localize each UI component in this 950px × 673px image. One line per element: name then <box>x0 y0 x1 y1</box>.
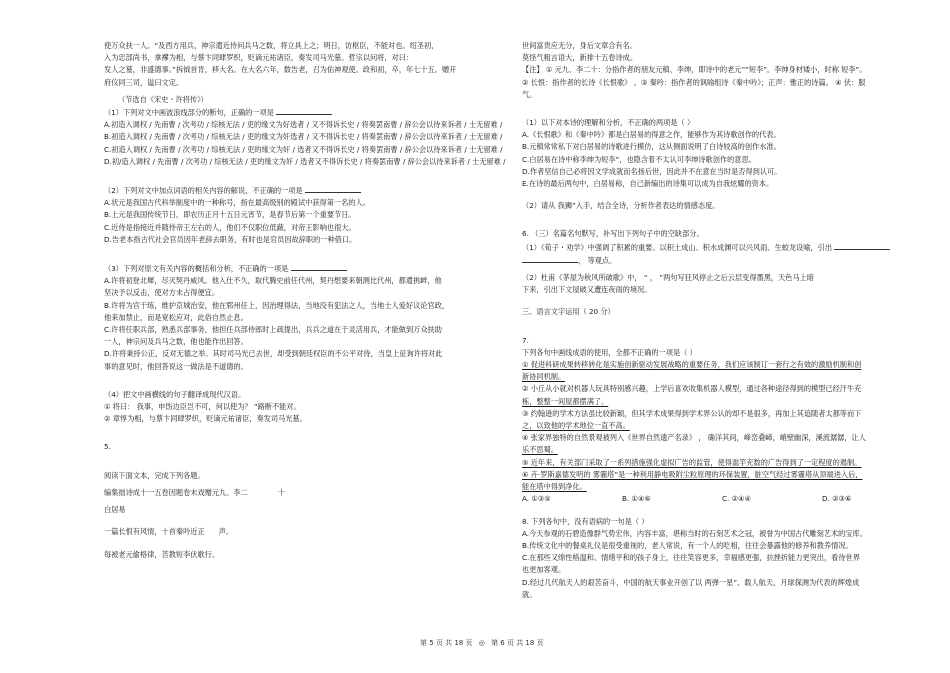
idiom-item: ⑥ 卉·罗斯嘉德发明的 雾霾塔”是一种利用静电吸附尘粒原理的环保装置，脏空气经过雾霾塔从顶端进入后， <box>522 469 863 479</box>
section-number: 5. <box>104 442 111 452</box>
option-row <box>522 493 920 505</box>
option: B.传统文化中的餐桌礼仪是很受重视的，老人常说，有一个人的吃相，往往会暴露他的修养和教养情况。 <box>522 540 853 550</box>
option: A.今天参观的石碧造像群气势宏伟，内容丰富，堪称当时的石刻艺术之冠，被誉为中国古代雕刻艺术的宝库。 <box>522 528 867 538</box>
fill-item: 下来，引出下文屋破又遭连夜雨的境况。 <box>522 285 652 295</box>
idiom-item: ⑤ 近年来，有关部门采取了一系列措施强化虚拟广告的监管，使得滥竽充数的广告得到了一定程度的遏制。 <box>522 457 862 467</box>
option: A.状元是我国古代科举制度中的一种称号，指在最高级别的殿试中获得第一名的人。 <box>104 198 370 208</box>
poem-line: 每被老元偷格律，苦教短李伏歌行。 <box>104 549 220 559</box>
idiom-item: ② 小丘从小就对机器人玩具特别感兴趣，上学后喜欢收集机器人模型，通过各种途径得到的模型已经汗牛充 <box>522 384 862 394</box>
option: E.在诗的最后两句中，白居易称，自己新编出的诗集可以成为自我炫耀的资本。 <box>522 179 774 189</box>
footer-separator: ◎ <box>478 639 485 647</box>
idiom-item: 乐不思蜀。 <box>522 445 558 455</box>
question-stem: （4）把文中画横线的句子翻译成现代汉语。 <box>104 389 246 399</box>
section-number: 7. <box>522 335 529 345</box>
option: D.经过几代航天人的艰苦奋斗，中国的航天事业开创了以 两弹一星”、载人航天、月球探测为代表的辉煌成 <box>522 577 860 587</box>
option: D.许将秉持公正，反对无德之举。其时司马光已去世，却受到朝廷权臣的不公平对待，当皇上征询许将对此 <box>104 349 443 359</box>
poem-title <box>104 487 508 499</box>
fill-item <box>522 241 920 254</box>
idiom-item: ④ 张家界独特的自然景观被列入《世界自然遗产名录》 ， 确洋其间，峰峦叠嶂，峭壁幽深，溪流潺潺，让人 <box>522 433 866 443</box>
poem-line <box>104 526 508 538</box>
option: 事的意见时，他回答说这一做法是不道德的。 <box>104 361 248 371</box>
option: 也更加客观。 <box>522 565 566 575</box>
option: C.白居易在诗中称李绅为短李”，也隐含着不太认可李绅诗歌创作的意思。 <box>522 154 756 164</box>
passage-line: 发人之墓，非盛德事。”拆钺首肯，移大名。在大名六年，数告老，召为佑神观使。政和初，卒，年七十五。赠开 <box>104 65 457 75</box>
answer-blank[interactable] <box>834 241 890 250</box>
question-stem: 8. 下列各句中，没有语病的一句是（ ） <box>522 516 649 526</box>
idiom-item: 新协同机制。 <box>522 372 566 382</box>
passage-line: 使万众扶一人。“及西方用兵，神宗遣近侍问兵马之数，将立具上之；明日，访枢臣，不能对也。绍圣初， <box>104 41 439 50</box>
poem-line-tail: 声。 <box>218 527 234 537</box>
idiom-item: 之，以致他的学术地位一直不高。 <box>522 421 630 431</box>
poem-title-text: 编集拙诗成十一五卷因题卷末戏赠元九、李二 <box>104 487 248 497</box>
option: A.初造入调权 / 先南曹 / 次考功 / 综核无法 / 吏的缘文为好选者 / 又不得诉长史 / 将奏罢南曹 / 辞公会以待来诉者 / 士无留难 / <box>104 120 503 130</box>
answer-blank[interactable] <box>276 106 332 115</box>
right-column <box>522 40 920 601</box>
option: D.告老本指古代社会官员因年老辞去职务，有时也是官员因故辞职的一种借口。 <box>104 234 357 244</box>
poem-note: ② 长恨：指作者的长诗《长恨歌》 。③ 秦吟：指作者的讽喻组诗《秦中吟》；正声：雅正的诗篇。 ④ 伏：服 <box>522 77 866 87</box>
section-intro: 阅读下面文本，完成下列各题。 <box>104 470 205 480</box>
option: 坚决予以反击，使对方未占得便宜。 <box>104 288 220 298</box>
poem-title-tail: 十 <box>277 487 285 497</box>
option: D.作者坚信自己必将因文学成就而名扬后世，因此并不在意在当时是否得到认可。 <box>522 166 782 176</box>
answer-blank[interactable] <box>291 262 347 271</box>
fill-item-text: （1）《荀子・劝学》中强调了积累的重要。以积土成山、积水成渊可以兴风雨、生蛟龙设喻，引出 <box>522 242 833 252</box>
passage-line: 入为忠部尚书，拿襻为相，与蔡卞同肆罗织，贬谪元祐诸臣，奏发司马光墓。哲宗以问将，对曰： <box>104 53 414 63</box>
option: A.许将初登北墀，尽灭契丹威风。他入仕不久，取代腾史前任代州，契丹想要来朝测比代州，都遣挑衅，他 <box>104 276 442 286</box>
option[interactable]: B. ①④⑥ <box>622 494 651 504</box>
answer-blank[interactable] <box>522 254 578 263</box>
passage-source: （节选自《宋史・许将传》） <box>118 94 208 104</box>
question-stem-text: （1）下列对文中画波浪线部分的断句，正确的一项是 <box>104 108 274 118</box>
idiom-item: ③ 约翰逊的学术方法虽比较新颖，但其学术成果得到学术界公认的却不是很多，再加上其追随者太都等而下 <box>522 408 862 418</box>
option[interactable]: C. ②④④ <box>722 494 751 504</box>
page-number-right: 第 6 页 共 18 页 <box>491 639 544 647</box>
poem-line: 世间富贵应无分，身后文章合有名。 <box>522 41 638 50</box>
option[interactable]: D. ②③⑥ <box>822 494 852 504</box>
page-footer <box>418 638 546 648</box>
option: C.近侍是指接近并随侍帝王左右的人，他们不仅职位低蔽，对帝王影响也很大。 <box>104 222 356 232</box>
question-stem-text: （3）下列对原文有关内容的概括和分析，不正确的一项是 <box>104 264 289 274</box>
question-stem: 下列各句中画线成语的使用，全都不正确的一项是（ ） <box>522 347 697 357</box>
fill-item <box>522 254 920 267</box>
idiom-item: ① 促进科研成果转移转化是实施创新驱动发展战略的重要任务，我们应该制订一套行之有效的激励机制和创 <box>522 360 862 370</box>
poem-author: 白居易 <box>104 505 126 515</box>
section-heading: 三、语言文字运用（ 20 分） <box>522 307 615 317</box>
option: A.《长恨歌》和《秦中吟》都是白居易的得意之作，能够作为其诗歌创作的代表。 <box>522 130 781 140</box>
option: B.元稹常常私下对白居易的诗歌进行模仿，这从侧面说明了白诗较高的创作水准。 <box>522 142 781 152</box>
question-stem <box>104 262 508 275</box>
option: C.在那些又绵性格温和、情绪平和的孩子身上，往往笑容更多，幸福感更强，抗挫折能力更突出，看待世界 <box>522 553 860 563</box>
option: C.初造入调权 / 先南曹 / 次考功 / 综核无法 / 吏的缘文为奸 / 选者又不得诉长史 / 将奏罢南曹 / 辞公会以待来诉者 / 士无留难 / <box>104 144 503 154</box>
poem-line-text: 一篇长恨有风情，十首秦吟近正 <box>104 527 205 537</box>
section-heading: 6. （三）名篇名句默写，补写出下列句子中的空缺部分。 <box>522 229 704 239</box>
option: 就。 <box>522 589 537 599</box>
option[interactable]: A. ①③⑤ <box>522 494 551 504</box>
translate-line: ① 将曰： 我事，申饬边臣岂不可，何以使为？ ”路断不能对。 <box>104 402 301 412</box>
poem-note: 【注】 ① 元九、李二十：分指作者的朋友元稹、李绅，即诗中的老元”“短李”。李绅身材矮小，时称 短李”。 <box>522 65 867 75</box>
translate-line: ② 章惇为相，与蔡卞同肆罗织，贬谪元祐诸臣，奏发司马光墓。 <box>104 414 307 424</box>
passage-line: 府仪同三司，谥曰文定。 <box>104 77 184 87</box>
poem-note: 气。 <box>522 89 537 99</box>
question-stem <box>104 184 508 197</box>
question-stem <box>104 106 508 119</box>
answer-blank[interactable] <box>305 184 361 193</box>
option: B.初造入调权 / 先南曹 / 次考功 / 综核无法 / 吏的缘文为奸选者 / 又不得诉长史 / 将奏罢南曹 / 辞公会以待来诉者 / 士无留难 / <box>104 132 503 142</box>
question-stem-text: （2）下列对文中加点词语的相关内容的解说，不正确的一项是 <box>104 186 303 196</box>
option: 一人，神宗问及兵马之数，他也能作出回答。 <box>104 337 248 347</box>
idiom-item: 能在塔中得到净化。 <box>522 482 587 492</box>
question-stem: （1）以下对本诗的理解和分析，不正确的两项是（ ） <box>522 118 695 128</box>
option: C.许将任职兵部，熟悉兵部事务，他担任兵部侍郎时上疏提出，兵兵之道在于灵活用兵，才能做到万众扶助 <box>104 325 442 335</box>
left-column <box>104 40 508 561</box>
option: D.初/造入调权 / 先南曹 / 次考功 / 综核无法 / 吏的缘文为奸 / 选者又不得诉长史 / 将奏罢南曹 / 辞公会以待来诉者 / 士无留难 / <box>104 156 506 166</box>
question-stem: （2）请从 我狮”入手，结合全诗，分析作者表达的情感态度。 <box>522 201 720 211</box>
option: B.上元是我国传统节日，即农历正月十五日元宵节，是春节后第一个重要节日。 <box>104 210 356 220</box>
poem-line: 莫怪气粗言语大，新排十五卷诗成。 <box>522 53 638 63</box>
option: 他来加禁止，而是宽松应对，此俗自然止息。 <box>104 312 248 322</box>
option: B.许将为官干练，维护京城治安，他在郓州任上，因治理得法，当地没有犯法之人，当地士人爱好议论官政， <box>104 300 450 310</box>
page-number-left: 第 5 页 共 18 页 <box>420 639 473 647</box>
fill-item-text: ， 等观点。 <box>578 255 617 265</box>
fill-item: （2）杜甫《茅屋为秋风所破歌》中， “ ， ”两句写狂风停止之后云层变得墨黑，天色马上暗 <box>522 273 815 283</box>
idiom-item: 栋，整整一间屋都摆满了。 <box>522 396 609 406</box>
